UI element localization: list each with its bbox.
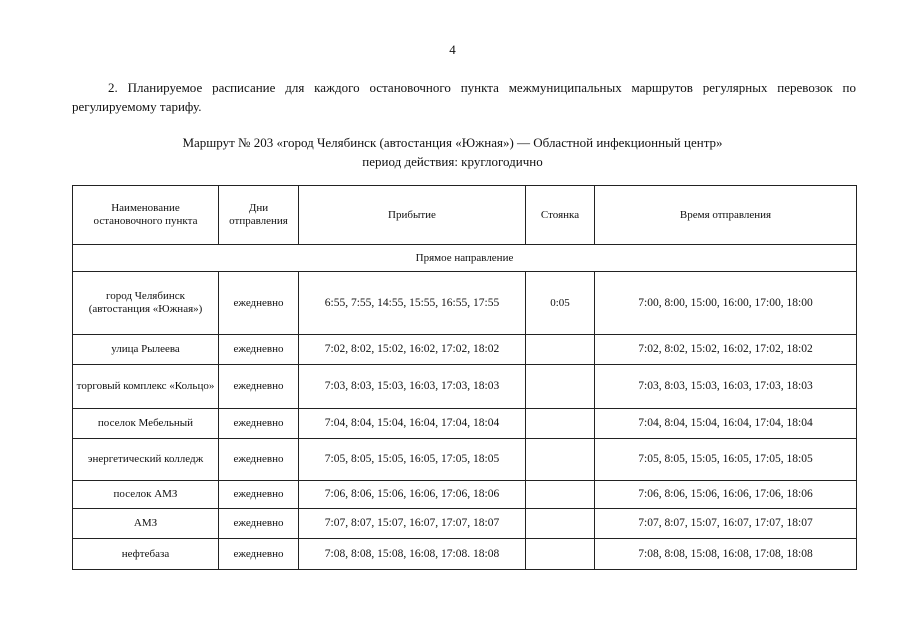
stop-days: ежедневно — [219, 335, 299, 365]
stop-departure: 7:03, 8:03, 15:03, 16:03, 17:03, 18:03 — [595, 365, 857, 409]
stop-name: АМЗ — [73, 509, 219, 539]
table-row — [73, 365, 857, 409]
table-row — [73, 481, 857, 509]
stop-departure: 7:00, 8:00, 15:00, 16:00, 17:00, 18:00 — [595, 272, 857, 335]
table-row — [73, 335, 857, 365]
stop-name: торговый комплекс «Кольцо» — [73, 365, 219, 409]
table-header-row — [73, 186, 857, 245]
table-row — [73, 539, 857, 570]
header-arrival: Прибытие — [299, 186, 526, 245]
stop-stay — [526, 439, 595, 481]
stop-stay — [526, 335, 595, 365]
page-number: 4 — [449, 42, 456, 57]
stop-departure: 7:02, 8:02, 15:02, 16:02, 17:02, 18:02 — [595, 335, 857, 365]
stop-arrival: 7:06, 8:06, 15:06, 16:06, 17:06, 18:06 — [299, 481, 526, 509]
stop-departure: 7:04, 8:04, 15:04, 16:04, 17:04, 18:04 — [595, 409, 857, 439]
stop-days: ежедневно — [219, 539, 299, 570]
table-row — [73, 439, 857, 481]
stop-arrival: 7:08, 8:08, 15:08, 16:08, 17:08. 18:08 — [299, 539, 526, 570]
stop-arrival: 6:55, 7:55, 14:55, 15:55, 16:55, 17:55 — [299, 272, 526, 335]
stop-arrival: 7:07, 8:07, 15:07, 16:07, 17:07, 18:07 — [299, 509, 526, 539]
stop-days: ежедневно — [219, 409, 299, 439]
direction-row — [73, 245, 857, 272]
table-row — [73, 509, 857, 539]
stop-name: город Челябинск (автостанция «Южная») — [73, 272, 219, 335]
route-title: Маршрут № 203 «город Челябинск (автостанция «Южная») — Областной инфекционный центр» — [182, 135, 723, 150]
schedule-table — [72, 185, 857, 570]
intro-paragraph: 2. Планируемое расписание для каждого остановочного пункта межмуниципальных маршрутов регулярных перевозок по регулируемому тарифу. — [72, 80, 856, 114]
stop-arrival: 7:02, 8:02, 15:02, 16:02, 17:02, 18:02 — [299, 335, 526, 365]
stop-arrival: 7:05, 8:05, 15:05, 16:05, 17:05, 18:05 — [299, 439, 526, 481]
stop-name: энергетический колледж — [73, 439, 219, 481]
stop-name: поселок АМЗ — [73, 481, 219, 509]
stop-stay — [526, 409, 595, 439]
stop-stay — [526, 509, 595, 539]
stop-days: ежедневно — [219, 481, 299, 509]
header-departure: Время отправления — [595, 186, 857, 245]
table-row — [73, 272, 857, 335]
route-period: период действия: круглогодично — [362, 154, 543, 169]
header-days: Дни отправления — [219, 186, 299, 245]
stop-stay — [526, 481, 595, 509]
table-row — [73, 409, 857, 439]
stop-departure: 7:05, 8:05, 15:05, 16:05, 17:05, 18:05 — [595, 439, 857, 481]
stop-departure: 7:08, 8:08, 15:08, 16:08, 17:08, 18:08 — [595, 539, 857, 570]
stop-name: улица Рылеева — [73, 335, 219, 365]
stop-name: нефтебаза — [73, 539, 219, 570]
stop-days: ежедневно — [219, 365, 299, 409]
header-stop-name: Наименование остановочного пункта — [73, 186, 219, 245]
stop-days: ежедневно — [219, 272, 299, 335]
direction-label: Прямое направление — [73, 245, 857, 272]
header-stay: Стоянка — [526, 186, 595, 245]
stop-departure: 7:07, 8:07, 15:07, 16:07, 17:07, 18:07 — [595, 509, 857, 539]
stop-stay — [526, 539, 595, 570]
stop-arrival: 7:03, 8:03, 15:03, 16:03, 17:03, 18:03 — [299, 365, 526, 409]
stop-days: ежедневно — [219, 509, 299, 539]
stop-departure: 7:06, 8:06, 15:06, 16:06, 17:06, 18:06 — [595, 481, 857, 509]
stop-name: поселок Мебельный — [73, 409, 219, 439]
stop-stay — [526, 365, 595, 409]
stop-stay: 0:05 — [526, 272, 595, 335]
stop-arrival: 7:04, 8:04, 15:04, 16:04, 17:04, 18:04 — [299, 409, 526, 439]
stop-days: ежедневно — [219, 439, 299, 481]
